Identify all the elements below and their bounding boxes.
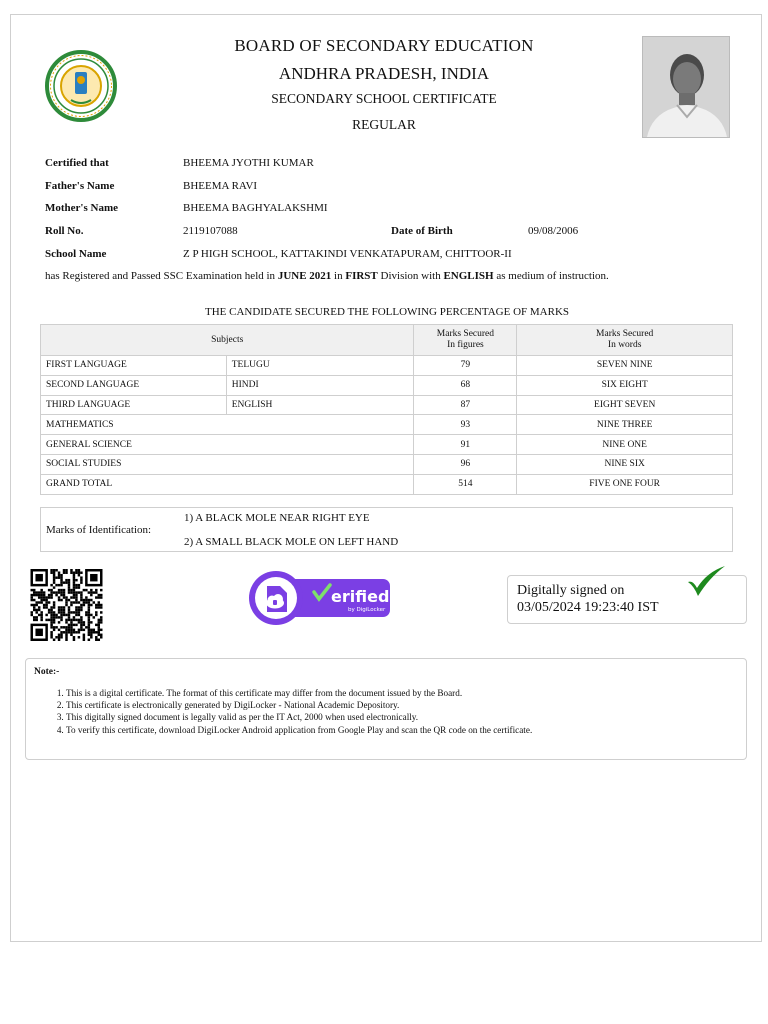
identification-mark-2: 2) A SMALL BLACK MOLE ON LEFT HAND (184, 536, 399, 548)
pass-statement: has Registered and Passed SSC Examination held in JUNE 2021 in FIRST Division with ENGLISH as medium of instruction. (45, 270, 609, 282)
exam-session: JUNE 2021 (277, 270, 332, 282)
marks-title: THE CANDIDATE SECURED THE FOLLOWING PERCENTAGE OF MARKS (204, 306, 570, 318)
qr-code-icon[interactable] (28, 569, 105, 641)
certificate-type: REGULAR (352, 117, 416, 132)
school-name: Z P HIGH SCHOOL, KATTAKINDI VENKATAPURAM, CHITTOOR-II (183, 248, 512, 260)
certificate-title: SECONDARY SCHOOL CERTIFICATE (271, 91, 497, 106)
mother-label: Mother's Name (45, 202, 119, 214)
state-emblem-icon (45, 50, 117, 122)
table-row: THIRD LANGUAGE ENGLISH 87 EIGHT SEVEN (41, 395, 733, 415)
note-title: Note:- (34, 667, 60, 677)
note-item: 4. To verify this certificate, download DigiLocker Android application from Google Play and scan the QR code on the certificate. (66, 724, 532, 736)
note-box (25, 658, 747, 760)
identification-box (40, 507, 733, 552)
badge-text: erified (331, 587, 390, 606)
identification-mark-1: 1) A BLACK MOLE NEAR RIGHT EYE (184, 512, 370, 524)
board-title: BOARD OF SECONDARY EDUCATION (234, 36, 534, 55)
candidate-name: BHEEMA JYOTHI KUMAR (183, 157, 314, 169)
roll-label: Roll No. (45, 225, 84, 237)
father-name: BHEEMA RAVI (183, 180, 258, 192)
division: FIRST (345, 270, 378, 282)
marks-table (40, 324, 733, 495)
father-label: Father's Name (45, 180, 115, 192)
mother-name: BHEEMA BAGHYALAKSHMI (183, 202, 328, 214)
school-label: School Name (45, 248, 107, 260)
dob-value: 09/08/2006 (528, 225, 579, 237)
verified-by-digilocker-badge (248, 570, 391, 627)
badge-subtext: by DigiLocker (348, 607, 386, 613)
col-figures: Marks Secured In figures (414, 325, 517, 356)
table-row: GENERAL SCIENCE 91 NINE ONE (41, 435, 733, 455)
table-header-row (41, 325, 733, 356)
checkmark-icon (685, 564, 727, 598)
table-row: MATHEMATICS 93 NINE THREE (41, 415, 733, 435)
table-row: GRAND TOTAL 514 FIVE ONE FOUR (41, 474, 733, 494)
identification-label: Marks of Identification: (46, 524, 152, 536)
col-subjects: Subjects (41, 325, 414, 356)
note-item: 1. This is a digital certificate. The format of this certificate may differ from the document issued by the Board. (66, 687, 532, 699)
certified-label: Certified that (45, 157, 109, 169)
note-item: 3. This digitally signed document is legally valid as per the IT Act, 2000 when used electronically. (66, 711, 532, 723)
note-list (48, 687, 532, 736)
state-title: ANDHRA PRADESH, INDIA (278, 64, 490, 83)
table-row: SOCIAL STUDIES 96 NINE SIX (41, 454, 733, 474)
signature-line-1: Digitally signed on (517, 583, 625, 598)
dob-label: Date of Birth (391, 225, 453, 237)
col-words: Marks Secured In words (517, 325, 733, 356)
medium: ENGLISH (443, 270, 494, 282)
table-row: SECOND LANGUAGE HINDI 68 SIX EIGHT (41, 375, 733, 395)
signature-timestamp: 03/05/2024 19:23:40 IST (517, 600, 659, 615)
roll-number: 2119107088 (183, 225, 238, 237)
table-row: FIRST LANGUAGE TELUGU 79 SEVEN NINE (41, 356, 733, 376)
note-item: 2. This certificate is electronically generated by DigiLocker - National Academic Depository. (66, 699, 532, 711)
digital-signature-box (507, 575, 747, 624)
